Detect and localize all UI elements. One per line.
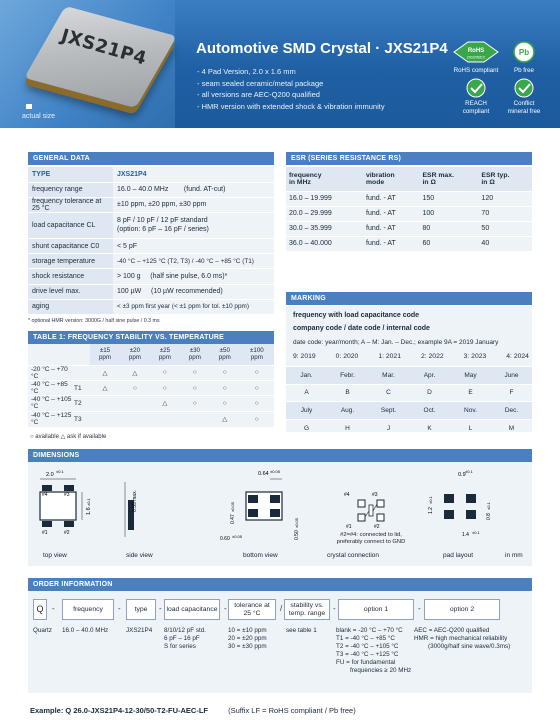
pin-label: #4	[42, 492, 48, 498]
column-header: ±30 ppm	[180, 344, 210, 365]
pad-height: 1.2	[428, 507, 434, 514]
pad-layout-label: pad layout	[443, 552, 473, 559]
bottom-pad-tol: ±0.05	[232, 534, 242, 539]
cell: 40	[478, 236, 532, 251]
units-label: in mm	[505, 552, 523, 559]
order-field-type: type	[126, 599, 156, 620]
crystal-connection-label: crystal connection	[327, 552, 380, 559]
order-panel	[28, 591, 532, 693]
month: June	[491, 367, 532, 385]
feature-item: - 4 Pad Version, 2.0 x 1.6 mm	[197, 67, 296, 76]
feature-item: - HMR version with extended shock & vibration immunity	[197, 101, 385, 111]
cell: ○	[240, 411, 274, 426]
pad-pad-height-tol: ±0.1	[472, 530, 480, 535]
cell: ○	[120, 380, 150, 395]
row-value: < 5 pF	[113, 239, 274, 254]
year-codes	[293, 353, 529, 360]
month: Sept.	[368, 402, 409, 420]
table-row	[286, 221, 532, 236]
order-desc-stability: see table 1	[286, 627, 317, 634]
cell: ○	[180, 380, 210, 395]
reach-label: REACH compliant	[462, 100, 490, 115]
year-code: 2: 2022	[420, 353, 444, 360]
cell: fund. - AT	[363, 206, 420, 221]
bottom-height: 0.47	[230, 514, 236, 524]
top-view-label: top view	[43, 552, 67, 559]
cell: 50	[478, 221, 532, 236]
top-width: 2.0	[46, 472, 54, 478]
row-key: aging	[28, 299, 113, 314]
cell	[90, 411, 120, 426]
temp-tag: T1	[74, 380, 90, 395]
table-row	[28, 365, 274, 380]
order-desc-load: 8/10/12 pF std. 6 pF – 16 pF S for series	[164, 627, 207, 650]
side-view-label: side view	[126, 552, 153, 559]
feature-item: - seam sealed ceramic/metal package	[197, 78, 324, 88]
dimensions-header: DIMENSIONS	[28, 449, 532, 462]
month: Aug.	[327, 402, 368, 420]
order-example	[30, 706, 356, 715]
column-header: ±100 ppm	[240, 344, 274, 365]
blank-header	[28, 344, 74, 365]
badge-icons	[452, 40, 552, 130]
feature-item: - all versions are AEC-Q200 qualified	[197, 90, 320, 99]
marking-line-1: frequency with load capacitance code	[293, 312, 420, 319]
separator: -	[224, 604, 227, 613]
order-desc-frequency: 16.0 – 40.0 MHz	[62, 627, 109, 634]
marking-header: MARKING	[286, 292, 532, 305]
row-key: shunt capacitance C0	[28, 239, 113, 254]
pin-label: #4	[344, 492, 350, 498]
stability-table	[28, 344, 274, 427]
row-key: drive level max.	[28, 284, 113, 299]
cell: 16.0 – 19.999	[286, 191, 363, 206]
top-height-tol: ±0.1	[86, 498, 91, 506]
row-key: frequency tolerance at 25 °C	[28, 197, 113, 212]
table-row	[28, 254, 274, 269]
separator: /	[280, 604, 283, 613]
table-row	[28, 197, 274, 212]
pad-pad-width-tol: ±0.1	[486, 502, 491, 510]
temp-range: -40 °C – +85 °C	[28, 380, 74, 395]
pad-height-tol: ±0.1	[428, 496, 433, 504]
connection-note: #2=#4: connected to lid, preferably connect to GND	[336, 532, 406, 545]
cell	[120, 411, 150, 426]
month-code: B	[327, 384, 368, 402]
bottom-width: 0.64	[258, 471, 269, 477]
cell: 30.0 – 35.999	[286, 221, 363, 236]
cell: ○	[240, 396, 274, 411]
table-row	[28, 182, 274, 197]
row-value: 100 µW (10 µW recommended)	[113, 284, 274, 299]
table-row	[286, 419, 532, 437]
pb-logo-text: Pb	[518, 48, 530, 57]
cell	[180, 411, 210, 426]
month: Febr.	[327, 367, 368, 385]
esr-header: ESR (SERIES RESISTANCE RS)	[286, 152, 532, 165]
table-row	[286, 384, 532, 402]
month: Dec.	[491, 402, 532, 420]
column-header: ±20 ppm	[120, 344, 150, 365]
side-height: 0.55 max.	[132, 490, 138, 512]
pin-label: #2	[64, 530, 70, 536]
actual-size-swatch	[26, 104, 32, 109]
month: Apr.	[409, 367, 450, 385]
cell: ○	[180, 396, 210, 411]
pad-width: 0.9	[458, 472, 466, 478]
cell: 150	[420, 191, 479, 206]
cell: ○	[150, 380, 180, 395]
cell	[120, 396, 150, 411]
cell: ○	[210, 365, 240, 380]
month-code: M	[491, 419, 532, 437]
stability-header: TABLE 1: FREQUENCY STABILITY VS. TEMPERATURE	[28, 331, 274, 344]
hmr-footnote: * optional HMR version: 3000G / half sine pulse / 0.3 ms	[28, 318, 160, 324]
order-example-note: (Suffix LF = RoHS compliant / Pb free)	[228, 706, 356, 715]
row-value: ±10 ppm, ±20 ppm, ±30 ppm	[113, 197, 274, 212]
month-code: E	[450, 384, 491, 402]
order-desc-q: Quartz	[33, 627, 52, 634]
pad-layout-drawing	[428, 469, 492, 538]
cell: fund. - AT	[363, 236, 420, 251]
pin-label: #3	[64, 492, 70, 498]
esr-table	[286, 167, 532, 251]
month: May	[450, 367, 491, 385]
separator: -	[418, 604, 421, 613]
temp-tag: T2	[74, 396, 90, 411]
table-row	[28, 167, 274, 182]
cell: 60	[420, 236, 479, 251]
table-row	[28, 213, 274, 239]
bottom-gap-tol: ±0.05	[294, 518, 299, 528]
table-header-row	[286, 167, 532, 191]
month-code: D	[409, 384, 450, 402]
column-header: ESR typ. in Ω	[478, 167, 532, 191]
cell: fund. - AT	[363, 191, 420, 206]
table-row	[28, 396, 274, 411]
top-width-tol: ±0.1	[56, 469, 64, 474]
separator: -	[159, 604, 162, 613]
stability-legend: ○ available △ ask if available	[30, 434, 107, 440]
order-field-stability: stability vs. temp. range	[284, 599, 330, 620]
pin-label: #3	[372, 492, 378, 498]
month: July	[286, 402, 327, 420]
rohs-label: RoHS compliant	[453, 67, 499, 74]
month-codes-table	[286, 366, 532, 437]
month: Mar.	[368, 367, 409, 385]
year-code: 3: 2023	[463, 353, 487, 360]
row-key: load capacitance CL	[28, 213, 113, 239]
column-header: ±15 ppm	[90, 344, 120, 365]
order-field-load: load capacitance	[164, 599, 220, 620]
feature-list	[197, 66, 457, 112]
row-value: 16.0 – 40.0 MHz (fund. AT-cut)	[113, 182, 274, 197]
bottom-pad: 0.60	[220, 536, 230, 542]
month-code: H	[327, 419, 368, 437]
cell	[150, 411, 180, 426]
month: Oct.	[409, 402, 450, 420]
column-header: ±50 ppm	[210, 344, 240, 365]
temp-tag	[74, 365, 90, 380]
column-header: vibration mode	[363, 167, 420, 191]
table-row	[286, 402, 532, 420]
table-row	[286, 236, 532, 251]
temp-range: -20 °C – +70 °C	[28, 365, 74, 380]
row-key: TYPE	[28, 167, 113, 182]
cell: △	[150, 396, 180, 411]
order-desc-option1: blank = -20 °C – +70 °C T1 = -40 °C – +85 °C T2 = -40 °C – +105 °C T3 = -40 °C – +125 °C FU = for fundamental frequencies ≥ 20 MHz	[336, 627, 412, 674]
month-code: G	[286, 419, 327, 437]
row-key: frequency range	[28, 182, 113, 197]
month-code: L	[450, 419, 491, 437]
header-banner	[0, 0, 560, 128]
cell: 70	[478, 206, 532, 221]
pad-pad-height: 1.4	[462, 532, 469, 538]
cell: ○	[180, 365, 210, 380]
temp-range: -40 °C – +125 °C	[28, 411, 74, 426]
column-header: frequency in MHz	[286, 167, 363, 191]
bottom-view-drawing	[220, 469, 300, 542]
month-code: J	[368, 419, 409, 437]
year-code: 1: 2021	[378, 353, 401, 360]
cell: 20.0 – 29.999	[286, 206, 363, 221]
bottom-gap: 0.50	[294, 530, 300, 540]
order-header: ORDER INFORMATION	[28, 578, 532, 591]
pb-label: Pb free	[514, 67, 534, 74]
bottom-width-tol: ±0.05	[270, 469, 280, 474]
separator: -	[52, 604, 55, 613]
row-key: storage temperature	[28, 254, 113, 269]
separator: -	[118, 604, 121, 613]
order-desc-option2: AEC = AEC-Q200 qualified HMR = high mechanical reliability (3000g/half sine wave/0.3ms)	[414, 627, 511, 650]
month: Jan.	[286, 367, 327, 385]
marking-box	[286, 306, 532, 432]
rohs-logo-text: RoHS	[467, 48, 485, 54]
top-height: 1.6	[86, 507, 92, 515]
cell: 100	[420, 206, 479, 221]
order-field-frequency: frequency	[62, 599, 114, 620]
separator: -	[333, 604, 336, 613]
bottom-view-label: bottom view	[243, 552, 278, 559]
cell: 120	[478, 191, 532, 206]
cell: 36.0 – 40.000	[286, 236, 363, 251]
temp-range: -40 °C – +105 °C	[28, 396, 74, 411]
cell: △	[120, 365, 150, 380]
cell: △	[90, 380, 120, 395]
cell: ○	[210, 396, 240, 411]
pin-label: #1	[346, 524, 352, 530]
marking-line-3: date code: year/month; A – M: Jan. – Dec.; example 9A = 2019 January	[293, 339, 499, 346]
crystal-connection-drawing	[344, 492, 384, 530]
year-code: 0: 2020	[335, 353, 359, 360]
row-value: -40 °C – +125 °C (T2, T3) / -40 °C – +85 °C (T1)	[113, 254, 274, 269]
row-key: shock resistance	[28, 269, 113, 284]
table-row	[28, 411, 274, 426]
year-code: 9: 2019	[293, 353, 316, 360]
table-row	[28, 299, 274, 314]
table-row	[286, 206, 532, 221]
conflict-label: Conflict mineral free	[507, 100, 541, 115]
month: Nov.	[450, 402, 491, 420]
cell: fund. - AT	[363, 221, 420, 236]
side-view-drawing	[125, 482, 138, 537]
dimensions-panel	[28, 462, 532, 566]
blank-header	[74, 344, 90, 365]
row-value: > 100 g (half sine pulse, 6.0 ms)*	[113, 269, 274, 284]
pad-pad-width: 0.8	[486, 513, 492, 520]
conflict-mineral-icon	[515, 79, 533, 97]
compliance-badges	[452, 40, 552, 130]
table-header-row	[28, 344, 274, 365]
pin-label: #2	[374, 524, 380, 530]
cell: 80	[420, 221, 479, 236]
table-row	[28, 284, 274, 299]
top-view-drawing	[40, 469, 92, 536]
marking-line-2: company code / date code / internal code	[293, 325, 430, 332]
cell: ○	[240, 365, 274, 380]
table-row	[286, 191, 532, 206]
order-desc-tolerance: 10 = ±10 ppm 20 = ±20 ppm 30 = ±30 ppm	[228, 627, 267, 650]
order-field-tolerance: tolerance at 25 °C	[228, 599, 276, 620]
order-example-code: Example: Q 26.0-JXS21P4-12-30/50-T2-FU-AEC-LF	[30, 706, 208, 715]
table-row	[28, 380, 274, 395]
order-field-q: Q	[33, 599, 47, 620]
cell: ○	[210, 380, 240, 395]
order-desc-type: JXS21P4	[126, 627, 153, 634]
product-photo	[0, 0, 175, 128]
general-data-table	[28, 167, 274, 315]
row-value: 8 pF / 10 pF / 12 pF standard (option: 6 pF – 16 pF / series)	[113, 213, 274, 239]
table-row	[28, 239, 274, 254]
reach-icon	[467, 79, 485, 97]
row-value: JXS21P4	[113, 167, 274, 182]
cell: △	[90, 365, 120, 380]
year-code: 4: 2024	[506, 353, 529, 360]
month-code: F	[491, 384, 532, 402]
month-code: K	[409, 419, 450, 437]
month-code: A	[286, 384, 327, 402]
crystal-marking: JXS21P4	[58, 25, 150, 70]
table-row	[28, 269, 274, 284]
pad-width-tol: ±0.1	[465, 469, 473, 474]
rohs-logo-sub: 2002/95/EC	[466, 55, 486, 60]
order-field-option2: option 2	[424, 599, 500, 620]
general-data-header: GENERAL DATA	[28, 152, 274, 165]
cell: ○	[240, 380, 274, 395]
table-row	[286, 367, 532, 385]
cell: ○	[150, 365, 180, 380]
pin-label: #1	[42, 530, 48, 536]
month-code: C	[368, 384, 409, 402]
column-header: ESR max. in Ω	[420, 167, 479, 191]
actual-size-label: actual size	[22, 113, 56, 120]
bottom-height-tol: ±0.05	[230, 502, 235, 512]
dimension-drawings	[28, 462, 532, 566]
temp-tag: T3	[74, 411, 90, 426]
column-header: ±25 ppm	[150, 344, 180, 365]
cell	[90, 396, 120, 411]
order-field-option1: option 1	[338, 599, 414, 620]
cell: △	[210, 411, 240, 426]
row-value: < ±3 ppm first year (< ±1 ppm for tol. ±10 ppm)	[113, 299, 274, 314]
page-title: Automotive SMD Crystal · JXS21P4	[196, 40, 448, 57]
